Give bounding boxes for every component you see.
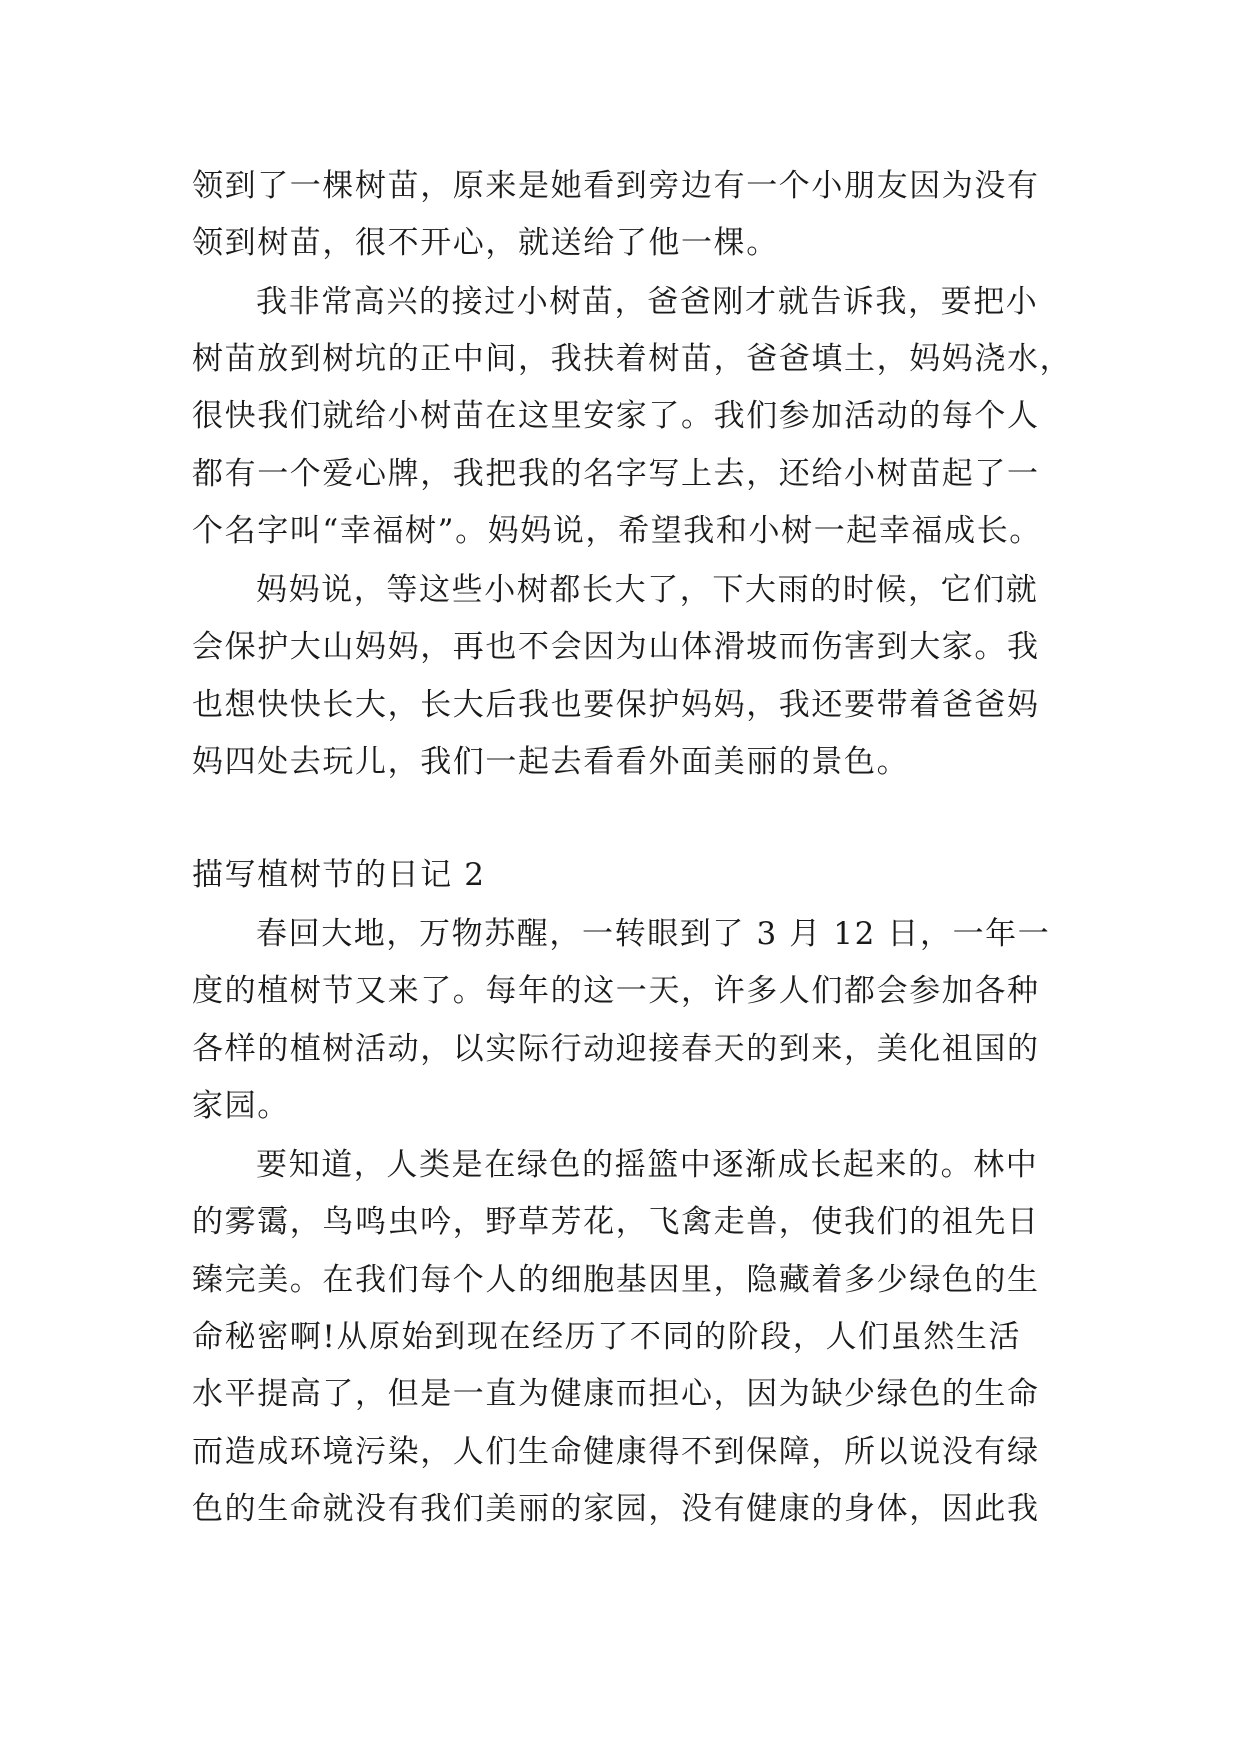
paragraph-line: 都有一个爱心牌，我把我的名字写上去，还给小树苗起了一 <box>192 456 1040 492</box>
paragraph-line: 而造成环境污染，人们生命健康得不到保障，所以说没有绿 <box>192 1434 1040 1470</box>
paragraph-line: 命秘密啊!从原始到现在经历了不同的阶段，人们虽然生活 <box>192 1319 1022 1355</box>
paragraph-line: 要知道，人类是在绿色的摇篮中逐渐成长起来的。林中 <box>256 1147 1039 1183</box>
paragraph-line: 水平提高了，但是一直为健康而担心，因为缺少绿色的生命 <box>192 1376 1040 1412</box>
paragraph-line: 妈四处去玩儿，我们一起去看看外面美丽的景色。 <box>192 744 910 780</box>
paragraph-line: 度的植树节又来了。每年的这一天，许多人们都会参加各种 <box>192 973 1040 1009</box>
paragraph-line: 各样的植树活动，以实际行动迎接春天的到来，美化祖国的 <box>192 1031 1040 1067</box>
paragraph-line: 会保护大山妈妈，再也不会因为山体滑坡而伤害到大家。我 <box>192 629 1040 665</box>
paragraph-line: 也想快快长大，长大后我也要保护妈妈，我还要带着爸爸妈 <box>192 687 1040 723</box>
paragraph-line: 臻完美。在我们每个人的细胞基因里，隐藏着多少绿色的生 <box>192 1262 1040 1298</box>
paragraph-line: 的雾霭，鸟鸣虫吟，野草芳花，飞禽走兽，使我们的祖先日 <box>192 1204 1040 1240</box>
paragraph-line: 我非常高兴的接过小树苗，爸爸刚才就告诉我，要把小 <box>256 284 1039 320</box>
paragraph-line: 妈妈说，等这些小树都长大了，下大雨的时候，它们就 <box>256 572 1039 608</box>
paragraph-line: 色的生命就没有我们美丽的家园，没有健康的身体，因此我 <box>192 1491 1040 1527</box>
paragraph-line: 领到了一棵树苗，原来是她看到旁边有一个小朋友因为没有 <box>192 168 1040 204</box>
paragraph-line: 家园。 <box>192 1088 290 1124</box>
section-heading: 描写植树节的日记 2 <box>192 857 486 893</box>
paragraph-line: 春回大地，万物苏醒，一转眼到了 3 月 12 日，一年一 <box>256 916 1051 952</box>
paragraph-line: 领到树苗，很不开心，就送给了他一棵。 <box>192 225 779 261</box>
paragraph-line: 很快我们就给小树苗在这里安家了。我们参加活动的每个人 <box>192 398 1040 434</box>
paragraph-line: 个名字叫“幸福树”。妈妈说，希望我和小树一起幸福成长。 <box>192 513 1042 549</box>
paragraph-line: 树苗放到树坑的正中间，我扶着树苗，爸爸填土，妈妈浇水， <box>192 341 1073 377</box>
